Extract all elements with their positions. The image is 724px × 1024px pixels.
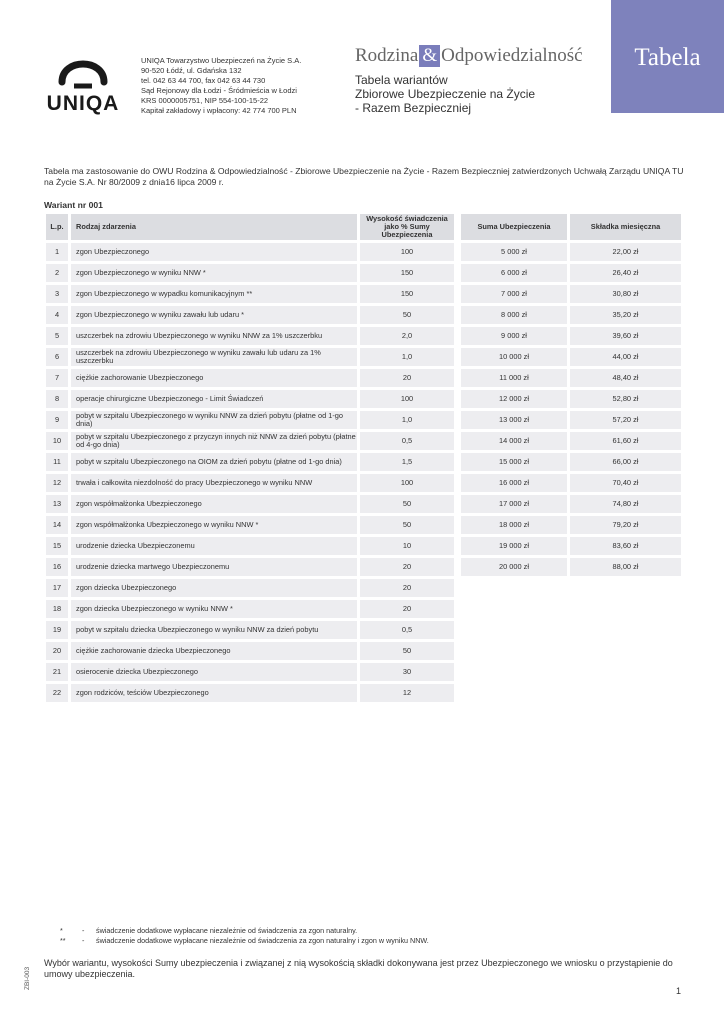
row-premium: 48,40 zł	[570, 369, 681, 390]
row-event: zgon Ubezpieczonego w wyniku zawału lub udaru *	[71, 306, 360, 327]
row-lp: 14	[46, 516, 71, 537]
table-row	[461, 306, 681, 327]
table-row	[46, 495, 454, 516]
row-event: zgon dziecka Ubezpieczonego w wyniku NNW *	[71, 600, 360, 621]
table-row	[461, 453, 681, 474]
row-event: operacje chirurgiczne Ubezpieczonego - Limit Świadczeń	[71, 390, 360, 411]
row-benefit: 150	[360, 264, 454, 285]
row-lp: 10	[46, 432, 71, 453]
brand-ampersand: &	[419, 45, 440, 67]
row-event: zgon Ubezpieczonego	[71, 243, 360, 264]
table-row	[461, 327, 681, 348]
company-line: 90-520 Łódź, ul. Gdańska 132	[141, 66, 242, 76]
row-benefit: 20	[360, 369, 454, 390]
row-benefit: 12	[360, 684, 454, 705]
row-premium: 83,60 zł	[570, 537, 681, 558]
row-sum: 8 000 zł	[461, 306, 570, 327]
footnote-dash: -	[82, 936, 85, 945]
row-lp: 11	[46, 453, 71, 474]
page-number: 1	[676, 986, 682, 996]
table-row	[461, 474, 681, 495]
table-row	[46, 432, 454, 453]
row-event: zgon współmałżonka Ubezpieczonego w wyniku NNW *	[71, 516, 360, 537]
row-lp: 21	[46, 663, 71, 684]
row-sum: 10 000 zł	[461, 348, 570, 369]
table-row	[46, 516, 454, 537]
table-row	[461, 264, 681, 285]
table-row	[461, 495, 681, 516]
variant-label: Wariant nr 001	[44, 200, 103, 210]
row-benefit: 1,0	[360, 411, 454, 432]
footnote-mark: *	[60, 926, 63, 935]
row-sum: 9 000 zł	[461, 327, 570, 348]
row-event: ciężkie zachorowanie dziecka Ubezpieczonego	[71, 642, 360, 663]
row-benefit: 0,5	[360, 432, 454, 453]
row-sum: 17 000 zł	[461, 495, 570, 516]
row-premium: 52,80 zł	[570, 390, 681, 411]
company-line: UNIQA Towarzystwo Ubezpieczeń na Życie S.A.	[141, 56, 302, 65]
row-event: zgon dziecka Ubezpieczonego	[71, 579, 360, 600]
footer-paragraph: Wybór wariantu, wysokości Sumy ubezpieczenia i związanej z nią wysokością składki dokonywana jest przez Ubezpieczonego we wniosku o przystąpienie do umowy ubezpieczenia.	[44, 958, 673, 979]
row-lp: 19	[46, 621, 71, 642]
table-row	[46, 579, 454, 600]
subtitle-line: Tabela wariantów	[355, 73, 448, 87]
table-row	[46, 642, 454, 663]
table-row	[461, 348, 681, 369]
benefits-table	[46, 214, 454, 705]
row-sum: 18 000 zł	[461, 516, 570, 537]
row-sum: 12 000 zł	[461, 390, 570, 411]
row-premium: 44,00 zł	[570, 348, 681, 369]
row-sum: 15 000 zł	[461, 453, 570, 474]
table-row	[46, 306, 454, 327]
table-row	[461, 369, 681, 390]
row-event: pobyt w szpitalu dziecka Ubezpieczonego w wyniku NNW za dzień pobytu	[71, 621, 360, 642]
footnote-dash: -	[82, 926, 85, 935]
company-line: tel. 042 63 44 700, fax 042 63 44 730	[141, 76, 266, 86]
table-row	[46, 474, 454, 495]
row-premium: 57,20 zł	[570, 411, 681, 432]
footnote	[60, 926, 429, 936]
row-lp: 18	[46, 600, 71, 621]
header-lp: L.p.	[46, 214, 71, 243]
row-event: uszczerbek na zdrowiu Ubezpieczonego w wyniku zawału lub udaru za 1% uszczerbku	[71, 348, 360, 369]
company-line: KRS 0000005751, NIP 554-100-15-22	[141, 96, 269, 106]
row-event: pobyt w szpitalu Ubezpieczonego w wyniku NNW za dzień pobytu (płatne od 1-go dnia)	[71, 411, 360, 432]
row-benefit: 1,5	[360, 453, 454, 474]
table-row	[46, 327, 454, 348]
subtitle-line: Zbiorowe Ubezpieczenie na Życie	[355, 87, 536, 101]
company-address	[141, 56, 301, 117]
table-row	[46, 348, 454, 369]
row-premium: 39,60 zł	[570, 327, 681, 348]
row-premium: 61,60 zł	[570, 432, 681, 453]
row-sum: 16 000 zł	[461, 474, 570, 495]
row-lp: 13	[46, 495, 71, 516]
table-row	[46, 243, 454, 264]
table-row	[46, 264, 454, 285]
table-row	[461, 243, 681, 264]
row-lp: 3	[46, 285, 71, 306]
row-benefit: 100	[360, 243, 454, 264]
row-benefit: 20	[360, 558, 454, 579]
row-premium: 70,40 zł	[570, 474, 681, 495]
row-lp: 17	[46, 579, 71, 600]
table-row	[46, 411, 454, 432]
row-lp: 1	[46, 243, 71, 264]
row-sum: 5 000 zł	[461, 243, 570, 264]
header-benefit: Wysokość świadczenia jako % Sumy Ubezpieczenia	[360, 214, 454, 243]
row-lp: 6	[46, 348, 71, 369]
row-benefit: 2,0	[360, 327, 454, 348]
uniqa-logo-text: UNIQA	[46, 92, 120, 115]
row-premium: 66,00 zł	[570, 453, 681, 474]
row-event: urodzenie dziecka Ubezpieczonemu	[71, 537, 360, 558]
row-lp: 7	[46, 369, 71, 390]
row-benefit: 0,5	[360, 621, 454, 642]
row-event: urodzenie dziecka martwego Ubezpieczonemu	[71, 558, 360, 579]
table-row	[461, 558, 681, 579]
row-premium: 88,00 zł	[570, 558, 681, 579]
row-event: ciężkie zachorowanie Ubezpieczonego	[71, 369, 360, 390]
brand-left: Rodzina	[355, 45, 419, 66]
header-event: Rodzaj zdarzenia	[71, 214, 360, 243]
row-event: zgon współmałżonka Ubezpieczonego	[71, 495, 360, 516]
row-event: pobyt w szpitalu Ubezpieczonego z przyczyn innych niż NNW za dzień pobytu (płatne od 4-go dnia)	[71, 432, 360, 453]
subtitle-line: - Razem Bezpieczniej	[355, 101, 472, 115]
document-code: ZBI-003	[24, 966, 31, 990]
row-event: zgon Ubezpieczonego w wyniku NNW *	[71, 264, 360, 285]
footnote-mark: **	[60, 936, 66, 945]
brand-right: Odpowiedzialność	[441, 45, 583, 66]
product-brand	[355, 45, 583, 67]
intro-paragraph: Tabela ma zastosowanie do OWU Rodzina & Odpowiedzialność - Zbiorowe Ubezpieczenie na Życie - Razem Bezpieczniej zatwierdzonych Uchwałą Zarządu UNIQA TU na Życie S.A. Nr 80/2009 z dnia16 lipca 2009 r.	[44, 166, 684, 187]
footnote-text: świadczenie dodatkowe wypłacane niezależnie od świadczenia za zgon naturalny.	[96, 926, 358, 935]
row-event: zgon rodziców, teściów Ubezpieczonego	[71, 684, 360, 705]
row-event: uszczerbek na zdrowiu Ubezpieczonego w wyniku NNW za 1% uszczerbku	[71, 327, 360, 348]
row-sum: 13 000 zł	[461, 411, 570, 432]
tabela-tab-label: Tabela	[634, 44, 701, 71]
premium-table	[461, 214, 681, 579]
row-benefit: 50	[360, 642, 454, 663]
table-row	[46, 663, 454, 684]
table-row	[461, 390, 681, 411]
row-benefit: 100	[360, 474, 454, 495]
row-benefit: 10	[360, 537, 454, 558]
row-benefit: 50	[360, 306, 454, 327]
row-lp: 4	[46, 306, 71, 327]
row-event: pobyt w szpitalu Ubezpieczonego na OIOM za dzień pobytu (płatne od 1-go dnia)	[71, 453, 360, 474]
row-benefit: 1,0	[360, 348, 454, 369]
row-premium: 22,00 zł	[570, 243, 681, 264]
table-row	[461, 516, 681, 537]
premium-header-row	[461, 214, 681, 243]
row-event: zgon Ubezpieczonego w wypadku komunikacyjnym **	[71, 285, 360, 306]
footnotes	[60, 926, 429, 946]
uniqa-logo-mark	[40, 52, 126, 92]
table-row	[461, 537, 681, 558]
row-sum: 14 000 zł	[461, 432, 570, 453]
header-sum: Suma Ubezpieczenia	[461, 214, 570, 243]
row-premium: 35,20 zł	[570, 306, 681, 327]
row-lp: 20	[46, 642, 71, 663]
table-row	[461, 432, 681, 453]
table-row	[46, 600, 454, 621]
row-lp: 22	[46, 684, 71, 705]
footnote	[60, 936, 429, 946]
row-lp: 12	[46, 474, 71, 495]
header-premium: Składka miesięczna	[570, 214, 681, 243]
table-row	[46, 558, 454, 579]
row-sum: 7 000 zł	[461, 285, 570, 306]
company-line: Kapitał zakładowy i wpłacony: 42 774 700 PLN	[141, 106, 297, 116]
uniqa-logo	[40, 52, 126, 118]
row-sum: 11 000 zł	[461, 369, 570, 390]
benefits-header-row	[46, 214, 454, 243]
table-row	[46, 453, 454, 474]
table-row	[46, 621, 454, 642]
table-row	[46, 537, 454, 558]
row-lp: 16	[46, 558, 71, 579]
row-sum: 19 000 zł	[461, 537, 570, 558]
company-line: Sąd Rejonowy dla Łodzi - Śródmieścia w Łodzi	[141, 86, 297, 96]
row-event: osierocenie dziecka Ubezpieczonego	[71, 663, 360, 684]
table-row	[461, 411, 681, 432]
document-subtitle	[355, 73, 535, 115]
row-benefit: 50	[360, 495, 454, 516]
table-row	[46, 285, 454, 306]
row-benefit: 50	[360, 516, 454, 537]
row-lp: 15	[46, 537, 71, 558]
table-row	[461, 285, 681, 306]
row-premium: 79,20 zł	[570, 516, 681, 537]
row-benefit: 20	[360, 600, 454, 621]
row-premium: 30,80 zł	[570, 285, 681, 306]
row-event: trwała i całkowita niezdolność do pracy Ubezpieczonego w wyniku NNW	[71, 474, 360, 495]
row-benefit: 100	[360, 390, 454, 411]
row-sum: 20 000 zł	[461, 558, 570, 579]
tabela-tab	[611, 0, 724, 113]
footnote-text: świadczenie dodatkowe wypłacane niezależnie od świadczenia za zgon naturalny i zgon w wyniku NNW.	[96, 936, 429, 945]
row-lp: 8	[46, 390, 71, 411]
table-row	[46, 369, 454, 390]
row-lp: 5	[46, 327, 71, 348]
row-premium: 26,40 zł	[570, 264, 681, 285]
table-row	[46, 390, 454, 411]
table-row	[46, 684, 454, 705]
row-sum: 6 000 zł	[461, 264, 570, 285]
row-premium: 74,80 zł	[570, 495, 681, 516]
row-lp: 9	[46, 411, 71, 432]
row-benefit: 20	[360, 579, 454, 600]
row-benefit: 30	[360, 663, 454, 684]
row-benefit: 150	[360, 285, 454, 306]
row-lp: 2	[46, 264, 71, 285]
